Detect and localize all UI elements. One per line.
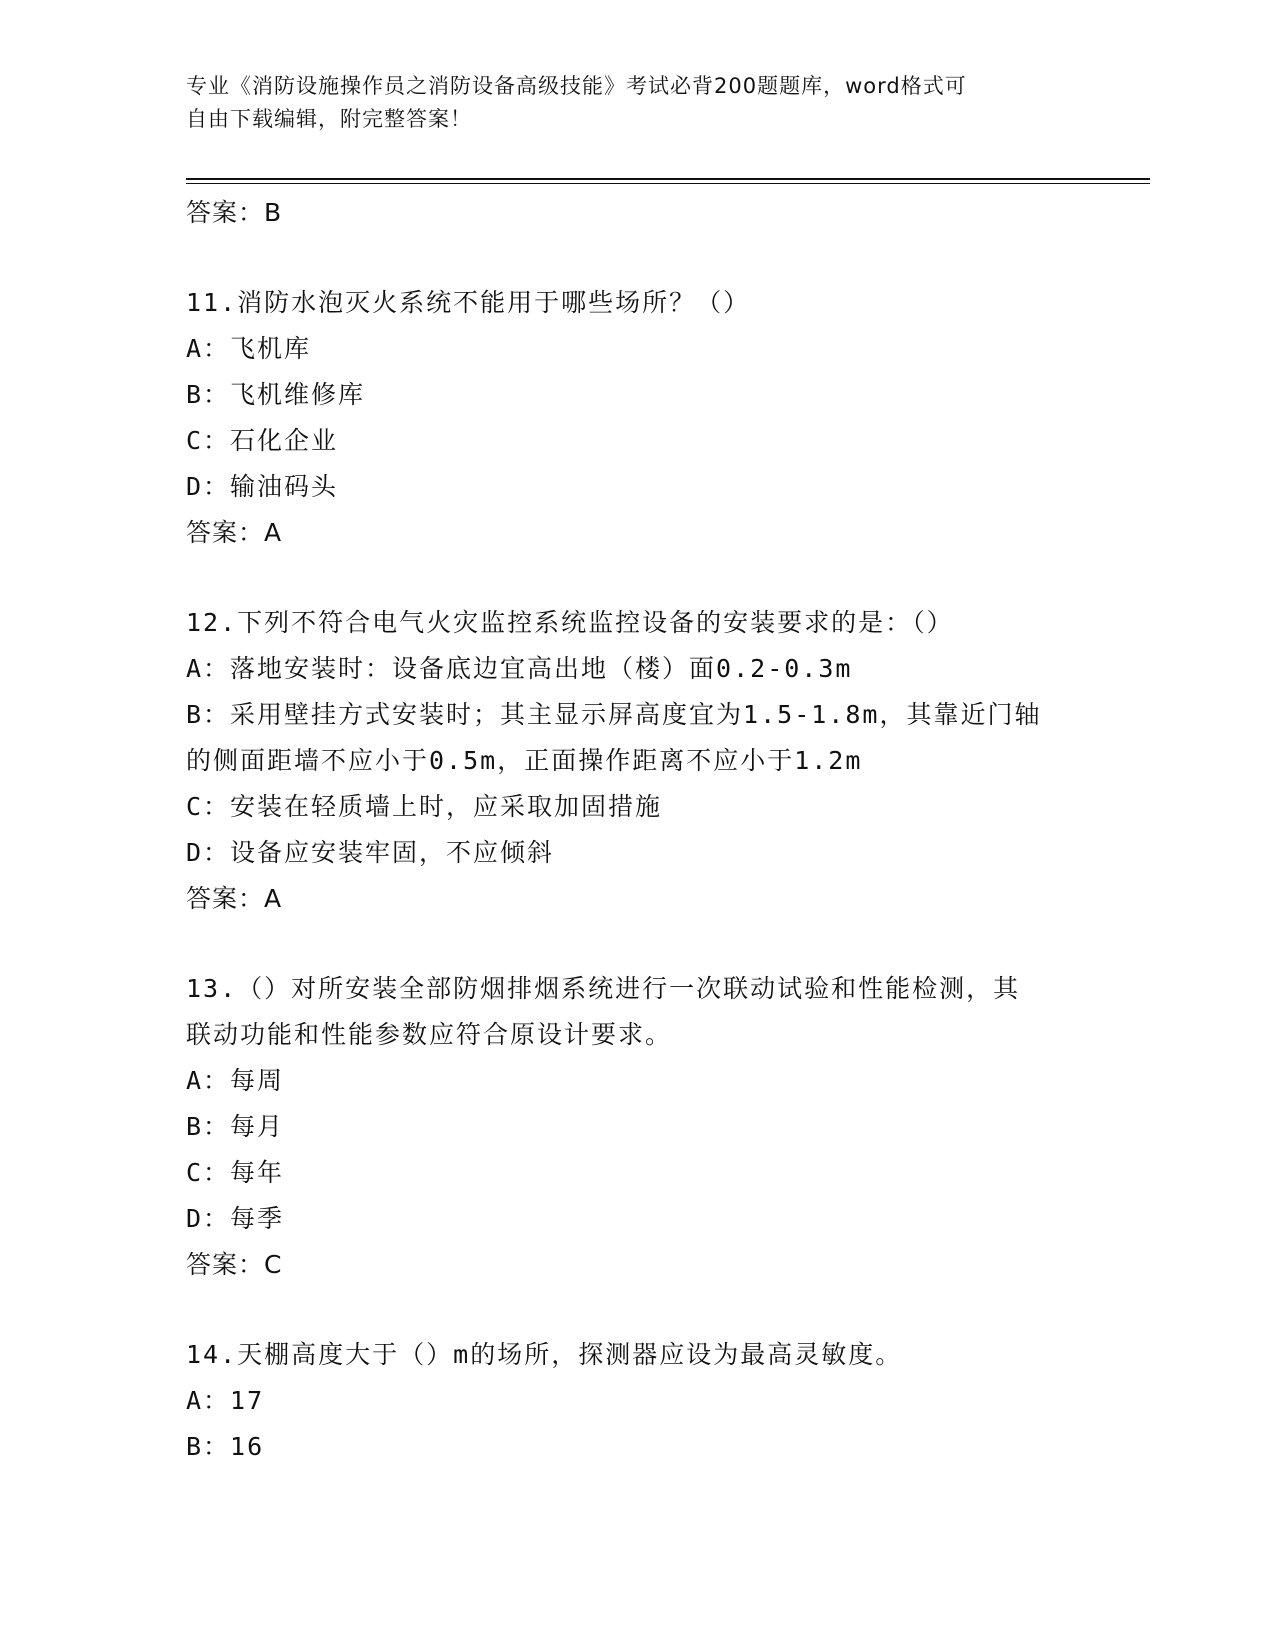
option-b: B：飞机维修库 <box>186 380 366 409</box>
option-d: D：设备应安装牢固，不应倾斜 <box>186 838 555 867</box>
header-rule-thick <box>186 178 1150 180</box>
answer: 答案：A <box>186 884 283 913</box>
option-b: B：16 <box>186 1432 265 1461</box>
page-header <box>186 70 1056 136</box>
header-line-2: 自由下载编辑，附完整答案！ <box>186 107 472 131</box>
option-a: A：17 <box>186 1386 265 1415</box>
option-c: C：安装在轻质墙上时，应采取加固措施 <box>186 792 663 821</box>
option-c: C：石化企业 <box>186 426 339 455</box>
question-13 <box>186 966 1086 1288</box>
option-a: A：落地安装时：设备底边宜高出地（楼）面0.2-0.3m <box>186 654 853 683</box>
previous-answer: 答案：B <box>186 198 283 227</box>
option-b: B：采用壁挂方式安装时；其主显示屏高度宜为1.5-1.8m，其靠近门轴 <box>186 700 1042 729</box>
header-rule-thin <box>186 183 1150 184</box>
option-a: A：每周 <box>186 1066 285 1095</box>
spacer <box>186 1288 1086 1332</box>
answer: 答案：A <box>186 518 283 547</box>
header-line-1: 专业《消防设施操作员之消防设备高级技能》考试必背200题题库，word格式可 <box>186 74 967 98</box>
option-c: C：每年 <box>186 1158 285 1187</box>
question-stem: 13.（）对所安装全部防烟排烟系统进行一次联动试验和性能检测，其 <box>186 974 1021 1003</box>
question-14 <box>186 1332 1086 1470</box>
option-b: B：每月 <box>186 1112 285 1141</box>
question-12 <box>186 600 1086 922</box>
answer: 答案：C <box>186 1250 283 1279</box>
question-stem-continued: 联动功能和性能参数应符合原设计要求。 <box>186 1020 673 1049</box>
spacer <box>186 556 1086 600</box>
option-b-continued: 的侧面距墙不应小于0.5m，正面操作距离不应小于1.2m <box>186 746 863 775</box>
question-stem: 11.消防水泡灭火系统不能用于哪些场所？（） <box>186 288 751 317</box>
question-stem: 14.天棚高度大于（）m的场所，探测器应设为最高灵敏度。 <box>186 1340 903 1369</box>
option-a: A：飞机库 <box>186 334 312 363</box>
question-stem: 12.下列不符合电气火灾监控系统监控设备的安装要求的是：（） <box>186 608 954 637</box>
spacer <box>186 922 1086 966</box>
question-11 <box>186 280 1086 556</box>
option-d: D：每季 <box>186 1204 285 1233</box>
spacer <box>186 236 1086 280</box>
option-d: D：输油码头 <box>186 472 339 501</box>
question-list <box>186 190 1086 1470</box>
